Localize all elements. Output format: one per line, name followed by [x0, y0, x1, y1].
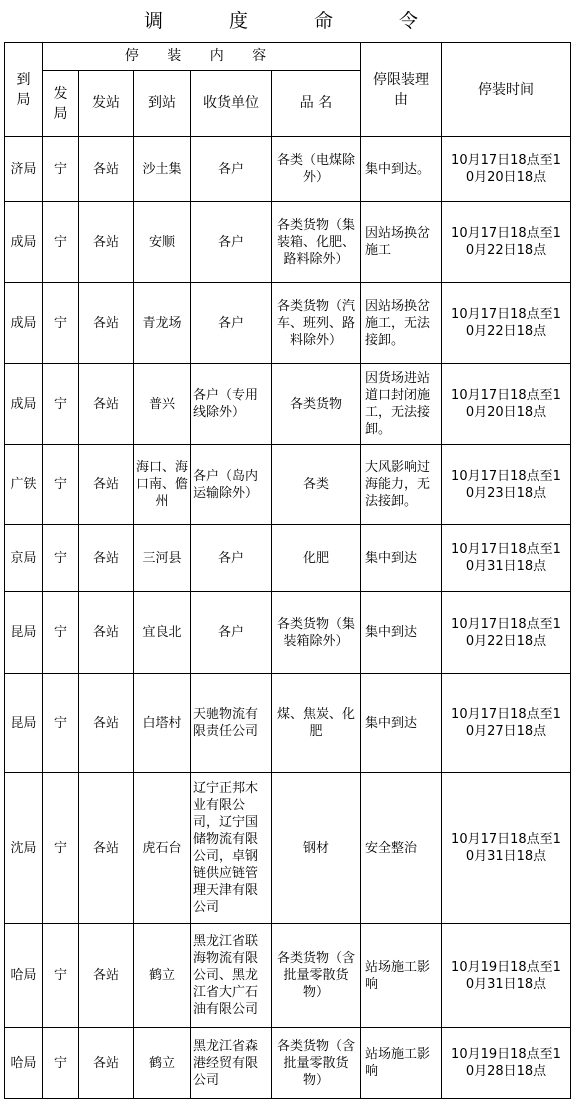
cell-goods: 煤、焦炭、化肥 [272, 674, 361, 773]
cell-consignee: 各户 [191, 525, 272, 592]
cell-time: 10月17日18点至10月31日18点 [442, 773, 571, 924]
header-to-station: 到站 [134, 71, 191, 137]
table-row [5, 592, 571, 674]
cell-goods: 各类 [272, 445, 361, 525]
cell-goods: 各类货物（含批量零散货物） [272, 924, 361, 1028]
dispatch-order-table [4, 42, 571, 1099]
cell-reason: 因站场换岔施工 [361, 202, 442, 283]
cell-consignee: 各户 [191, 202, 272, 283]
cell-to-station: 沙土集 [134, 137, 191, 202]
cell-goods: 各类货物（汽车、班列、路料除外） [272, 283, 361, 364]
cell-reason: 站场施工影响 [361, 1028, 442, 1099]
cell-from-station: 各站 [79, 674, 134, 773]
cell-goods: 化肥 [272, 525, 361, 592]
cell-consignee: 各户（专用线除外） [191, 364, 272, 445]
cell-reason: 站场施工影响 [361, 924, 442, 1028]
header-goods: 品 名 [272, 71, 361, 137]
cell-from-bureau: 宁 [43, 924, 79, 1028]
cell-consignee: 黑龙江省森港经贸有限公司 [191, 1028, 272, 1099]
cell-goods: 各类货物（集装箱、化肥、路料除外） [272, 202, 361, 283]
cell-goods: 各类货物（集装箱除外） [272, 592, 361, 674]
cell-from-station: 各站 [79, 202, 134, 283]
table-row [5, 674, 571, 773]
cell-to-bureau: 成局 [5, 283, 43, 364]
header-reason: 停限装理由 [361, 43, 442, 137]
cell-to-station: 宜良北 [134, 592, 191, 674]
cell-reason: 安全整治 [361, 773, 442, 924]
cell-reason: 因货场进站道口封闭施工，无法接卸。 [361, 364, 442, 445]
cell-consignee: 黑龙江省联海物流有限公司、黑龙江省大广石油有限公司 [191, 924, 272, 1028]
table-row [5, 445, 571, 525]
cell-time: 10月17日18点至10月23日18点 [442, 445, 571, 525]
cell-consignee: 各户 [191, 283, 272, 364]
cell-from-bureau: 宁 [43, 525, 79, 592]
header-consignee: 收货单位 [191, 71, 272, 137]
table-row [5, 773, 571, 924]
cell-reason: 集中到达 [361, 592, 442, 674]
table-row [5, 525, 571, 592]
cell-time: 10月17日18点至10月20日18点 [442, 137, 571, 202]
cell-from-bureau: 宁 [43, 137, 79, 202]
header-time: 停装时间 [442, 43, 571, 137]
table-row [5, 137, 571, 202]
cell-to-station: 三河县 [134, 525, 191, 592]
cell-to-bureau: 昆局 [5, 674, 43, 773]
cell-from-station: 各站 [79, 924, 134, 1028]
cell-consignee: 辽宁正邦木业有限公司，辽宁国储物流有限公司，卓钢链供应链管理天津有限公司 [191, 773, 272, 924]
cell-from-bureau: 宁 [43, 445, 79, 525]
cell-time: 10月17日18点至10月22日18点 [442, 592, 571, 674]
cell-from-bureau: 宁 [43, 1028, 79, 1099]
cell-goods: 各类（电煤除外） [272, 137, 361, 202]
cell-to-bureau: 济局 [5, 137, 43, 202]
table-row [5, 364, 571, 445]
cell-from-station: 各站 [79, 283, 134, 364]
cell-from-bureau: 宁 [43, 283, 79, 364]
cell-time: 10月19日18点至10月31日18点 [442, 924, 571, 1028]
cell-from-station: 各站 [79, 773, 134, 924]
header-content-group: 停 装 内 容 [43, 43, 361, 71]
cell-from-bureau: 宁 [43, 674, 79, 773]
cell-reason: 大风影响过海能力，无法接卸。 [361, 445, 442, 525]
cell-goods: 各类货物 [272, 364, 361, 445]
page-title: 调 度 命 令 [143, 10, 449, 32]
cell-time: 10月17日18点至10月20日18点 [442, 364, 571, 445]
cell-to-station: 鹤立 [134, 924, 191, 1028]
cell-to-bureau: 京局 [5, 525, 43, 592]
cell-from-bureau: 宁 [43, 592, 79, 674]
cell-from-station: 各站 [79, 592, 134, 674]
cell-from-bureau: 宁 [43, 364, 79, 445]
cell-to-bureau: 昆局 [5, 592, 43, 674]
cell-reason: 集中到达。 [361, 137, 442, 202]
cell-from-bureau: 宁 [43, 202, 79, 283]
cell-to-bureau: 成局 [5, 202, 43, 283]
cell-goods: 钢材 [272, 773, 361, 924]
cell-to-station: 白塔村 [134, 674, 191, 773]
header-to-bureau: 到局 [5, 43, 43, 137]
cell-to-bureau: 广铁 [5, 445, 43, 525]
cell-time: 10月17日18点至10月22日18点 [442, 202, 571, 283]
cell-to-station: 虎石台 [134, 773, 191, 924]
cell-reason: 集中到达 [361, 525, 442, 592]
cell-reason: 集中到达 [361, 674, 442, 773]
header-from-bureau: 发局 [43, 71, 79, 137]
cell-consignee: 各户（岛内运输除外） [191, 445, 272, 525]
cell-time: 10月17日18点至10月22日18点 [442, 283, 571, 364]
cell-from-station: 各站 [79, 137, 134, 202]
cell-to-station: 鹤立 [134, 1028, 191, 1099]
cell-time: 10月19日18点至10月28日18点 [442, 1028, 571, 1099]
cell-from-station: 各站 [79, 525, 134, 592]
cell-to-station: 安顺 [134, 202, 191, 283]
header-from-station: 发站 [79, 71, 134, 137]
cell-goods: 各类货物（含批量零散货物） [272, 1028, 361, 1099]
table-row [5, 1028, 571, 1099]
cell-from-station: 各站 [79, 1028, 134, 1099]
table-row [5, 202, 571, 283]
cell-reason: 因站场换岔施工，无法接卸。 [361, 283, 442, 364]
cell-time: 10月17日18点至10月27日18点 [442, 674, 571, 773]
cell-to-station: 普兴 [134, 364, 191, 445]
table-row [5, 924, 571, 1028]
table-row [5, 283, 571, 364]
cell-consignee: 各户 [191, 592, 272, 674]
cell-time: 10月17日18点至10月31日18点 [442, 525, 571, 592]
cell-to-station: 青龙场 [134, 283, 191, 364]
cell-to-bureau: 哈局 [5, 924, 43, 1028]
cell-to-bureau: 成局 [5, 364, 43, 445]
cell-consignee: 各户 [191, 137, 272, 202]
cell-to-station: 海口、海口南、儋州 [134, 445, 191, 525]
cell-to-bureau: 沈局 [5, 773, 43, 924]
table-body [5, 137, 571, 1099]
cell-from-station: 各站 [79, 445, 134, 525]
cell-from-station: 各站 [79, 364, 134, 445]
cell-from-bureau: 宁 [43, 773, 79, 924]
cell-consignee: 天驰物流有限责任公司 [191, 674, 272, 773]
cell-to-bureau: 哈局 [5, 1028, 43, 1099]
